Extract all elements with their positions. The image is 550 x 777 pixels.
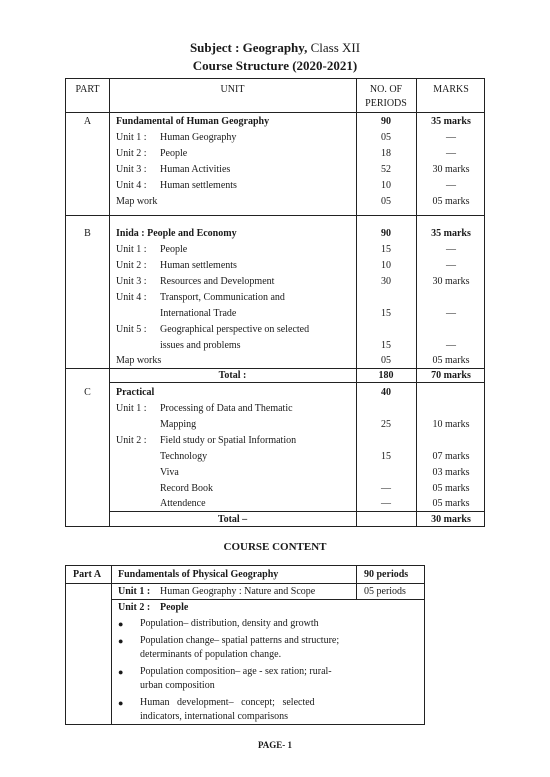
bullet-icon: ● — [118, 636, 124, 646]
attendence-label: Attendence — [160, 498, 206, 509]
part-a-title: Fundamentals of Physical Geography — [118, 569, 279, 580]
unit-name: Human settlements — [160, 260, 237, 271]
unit-marks: 10 marks — [432, 419, 470, 430]
unit-title: Human Geography : Nature and Scope — [160, 586, 316, 597]
subject-heading — [0, 40, 550, 56]
part-a-label: Part A — [73, 569, 102, 580]
part-a-periods: 90 periods — [364, 569, 409, 580]
unit-label: Unit 1 : — [118, 586, 151, 597]
unit-name-cont: Mapping — [160, 419, 197, 430]
column-divider — [109, 79, 110, 526]
part-c-periods: 40 — [381, 387, 391, 398]
row-divider — [66, 215, 484, 216]
unit-periods: 15 — [381, 244, 391, 255]
part-b-periods: 90 — [381, 228, 391, 239]
unit-label: Unit 4 : — [116, 292, 147, 303]
course-content-table — [65, 565, 425, 725]
unit-label: Unit 2 : — [116, 435, 147, 446]
row-divider — [109, 382, 484, 383]
total-c-marks: 30 marks — [431, 514, 471, 525]
part-a-marks: 35 marks — [431, 116, 471, 127]
map-works-periods: 05 — [381, 355, 391, 366]
viva-marks: 03 marks — [432, 467, 470, 478]
map-work-marks: 05 marks — [432, 196, 470, 207]
unit-label: Unit 2 : — [116, 148, 147, 159]
part-b-title: Inida : People and Economy — [116, 228, 237, 239]
row-divider — [66, 583, 424, 584]
unit-name: People — [160, 244, 188, 255]
page-number: PAGE- 1 — [257, 740, 293, 750]
part-c-label: C — [84, 387, 91, 398]
unit-label: Unit 1 : — [116, 132, 147, 143]
unit-periods: 25 — [381, 419, 391, 430]
record-book-periods: — — [381, 483, 391, 494]
bullet-icon: ● — [118, 667, 124, 677]
unit-marks: 30 marks — [432, 164, 470, 175]
total-ab-label: Total : — [218, 370, 247, 381]
row-divider — [109, 511, 484, 512]
bullet-item — [118, 665, 350, 693]
unit-name: Resources and Development — [160, 276, 275, 287]
record-book-marks: 05 marks — [432, 483, 470, 494]
unit-periods: 18 — [381, 148, 391, 159]
bullet-item — [118, 617, 350, 631]
unit-marks: — — [446, 148, 456, 159]
bullet-item — [118, 634, 350, 662]
bullet-text-cont: urban composition — [140, 680, 215, 691]
unit-name: Human settlements — [160, 180, 237, 191]
unit-marks: — — [446, 260, 456, 271]
unit-name-cont: International Trade — [160, 308, 237, 319]
bullet-text: Population change– spatial patterns and structure; — [140, 635, 340, 646]
unit-name-cont: issues and problems — [160, 340, 241, 351]
bullet-icon: ● — [118, 619, 124, 629]
header-periods-2: PERIODS — [365, 98, 407, 109]
unit-periods: 15 — [381, 451, 391, 462]
header-part: PART — [75, 84, 100, 95]
course-structure-table — [65, 78, 485, 527]
unit-label: Unit 1 : — [116, 244, 147, 255]
part-a-label: A — [83, 116, 92, 127]
unit-name-cont: Technology — [160, 451, 208, 462]
unit-marks: 07 marks — [432, 451, 470, 462]
unit-name: Field study or Spatial Information — [160, 435, 297, 446]
unit-periods: 05 periods — [364, 586, 406, 597]
header-marks: MARKS — [433, 84, 469, 95]
course-content-heading: COURSE CONTENT — [223, 541, 327, 553]
map-work-periods: 05 — [381, 196, 391, 207]
unit-label: Unit 1 : — [116, 403, 147, 414]
column-divider — [111, 566, 112, 724]
header-periods: NO. OF — [369, 84, 403, 95]
subject-label: Subject : Geography, — [189, 40, 308, 55]
row-divider — [111, 599, 424, 600]
unit-marks: — — [446, 340, 456, 351]
map-works-label: Map works — [116, 355, 162, 366]
unit-periods: 05 — [381, 132, 391, 143]
part-c-title: Practical — [116, 387, 155, 398]
unit-marks: — — [446, 180, 456, 191]
unit-name: Transport, Communication and — [160, 292, 285, 303]
unit-label: Unit 3 : — [116, 164, 147, 175]
unit-marks: — — [446, 244, 456, 255]
bullet-text: Human development– concept; selected — [140, 697, 315, 708]
unit-name: People — [160, 148, 188, 159]
bullet-text: Population composition– age - sex ration; rural- — [140, 666, 332, 677]
unit-periods: 10 — [381, 260, 391, 271]
total-c-label: Total – — [217, 514, 248, 525]
part-b-marks: 35 marks — [431, 228, 471, 239]
row-divider — [66, 368, 484, 369]
unit-label: Unit 4 : — [116, 180, 147, 191]
unit-periods: 10 — [381, 180, 391, 191]
unit-name: Geographical perspective on selected — [160, 324, 310, 335]
unit-label: Unit 2 : — [118, 602, 151, 613]
unit-marks: — — [446, 308, 456, 319]
unit-name: Human Geography — [160, 132, 237, 143]
unit-label: Unit 3 : — [116, 276, 147, 287]
bullet-text-cont: indicators, international comparisons — [140, 711, 289, 722]
bullet-text-cont: determinants of population change. — [140, 649, 282, 660]
bullet-icon: ● — [118, 698, 124, 708]
unit-name: Human Activities — [160, 164, 231, 175]
class-label: Class XII — [310, 40, 361, 55]
attendence-periods: — — [381, 498, 391, 509]
part-b-label: B — [84, 228, 91, 239]
record-book-label: Record Book — [160, 483, 214, 494]
bullet-text: Population– distribution, density and growth — [140, 618, 319, 629]
unit-label: Unit 2 : — [116, 260, 147, 271]
map-works-marks: 05 marks — [432, 355, 470, 366]
unit-periods: 15 — [381, 308, 391, 319]
header-unit: UNIT — [220, 84, 245, 95]
unit-title: People — [160, 602, 189, 613]
row-divider — [66, 112, 484, 113]
part-a-periods: 90 — [381, 116, 391, 127]
unit-name: Processing of Data and Thematic — [160, 403, 293, 414]
part-a-title: Fundamental of Human Geography — [116, 116, 270, 127]
total-ab-marks: 70 marks — [431, 370, 471, 381]
unit-marks: — — [446, 132, 456, 143]
unit-periods: 15 — [381, 340, 391, 351]
course-structure-heading: Course Structure (2020-2021) — [192, 58, 358, 73]
attendence-marks: 05 marks — [432, 498, 470, 509]
unit-marks: 30 marks — [432, 276, 470, 287]
map-work-label: Map work — [116, 196, 158, 207]
viva-label: Viva — [160, 467, 179, 478]
unit-periods: 52 — [381, 164, 391, 175]
unit-periods: 30 — [381, 276, 391, 287]
unit-label: Unit 5 : — [116, 324, 147, 335]
total-ab-periods: 180 — [378, 370, 394, 381]
bullet-item — [118, 696, 350, 724]
